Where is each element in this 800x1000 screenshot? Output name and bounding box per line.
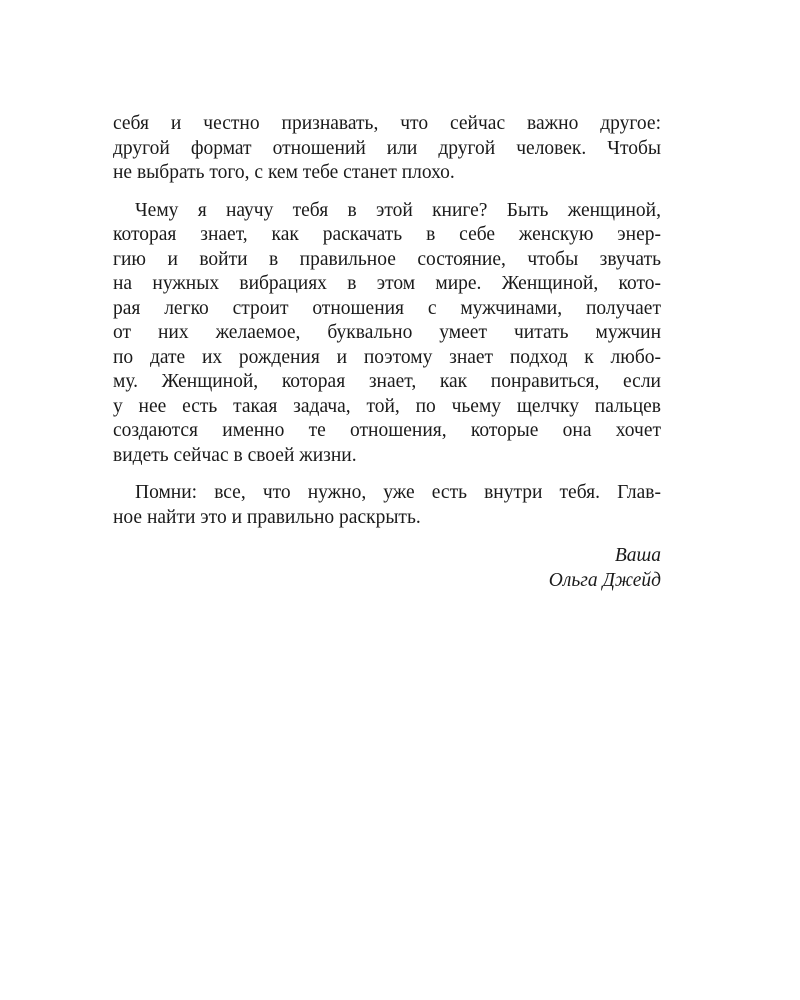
text-line: на нужных вибрациях в этом мире. Женщиной, кото- <box>113 273 661 294</box>
text-line: создаются именно те отношения, которые она хочет <box>113 420 661 441</box>
text-line: видеть сейчас в своей жизни. <box>113 444 357 466</box>
text-line: другой формат отношений или другой человек. Чтобы <box>113 137 661 159</box>
book-page <box>113 112 661 593</box>
text-line: Помни: все, что нужно, уже есть внутри тебя. Глав- <box>135 482 661 503</box>
text-line: по дате их рождения и поэтому знает подход к любо- <box>113 346 661 368</box>
text-line: Чему я научу тебя в этой книге? Быть женщиной, <box>135 199 661 221</box>
text-line: му. Женщиной, которая знает, как понравиться, если <box>113 371 661 392</box>
paragraph-book-promise <box>113 199 661 469</box>
paragraph-remember <box>113 481 661 530</box>
signature-author-name: Ольга Джейд <box>548 570 661 591</box>
text-line: ное найти это и правильно раскрыть. <box>113 506 421 528</box>
paragraph-continuation <box>113 112 661 186</box>
text-line: гию и войти в правильное состояние, чтобы звучать <box>113 248 661 270</box>
text-line: которая знает, как раскачать в себе женскую энер- <box>113 224 661 245</box>
signature-salutation: Ваша <box>614 545 661 566</box>
text-line: рая легко строит отношения с мужчинами, получает <box>113 297 661 319</box>
author-signature <box>113 543 661 593</box>
text-line: не выбрать того, с кем тебе станет плохо. <box>113 162 455 183</box>
text-line: у нее есть такая задача, той, по чьему щелчку пальцев <box>113 395 661 417</box>
text-line: от них желаемое, буквально умеет читать мужчин <box>113 322 661 343</box>
text-line: себя и честно признавать, что сейчас важно другое: <box>113 113 661 134</box>
